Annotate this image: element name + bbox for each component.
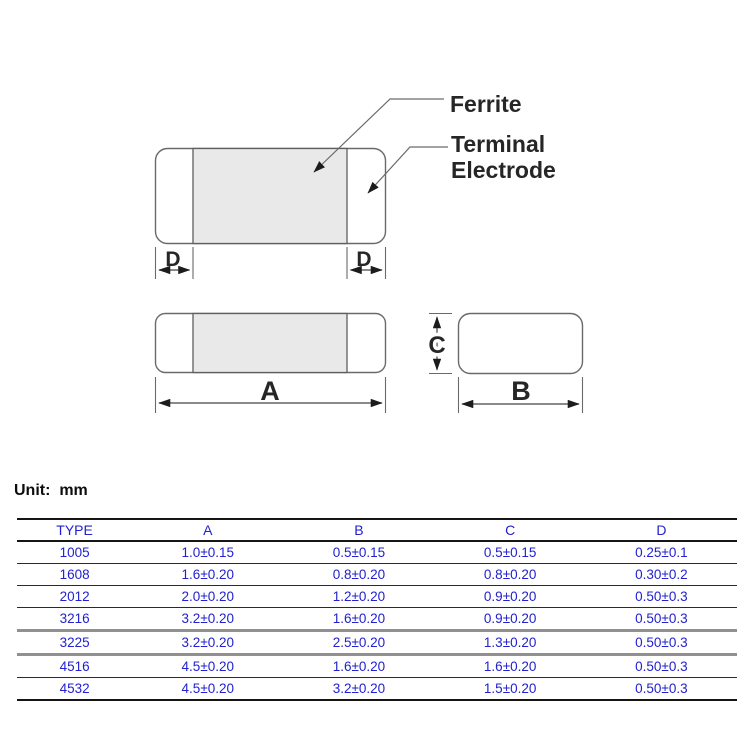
cell-c: 0.9±0.20 [435, 608, 586, 631]
dimensions-table [17, 518, 737, 701]
cell-type: 3216 [17, 608, 132, 631]
cell-d: 0.30±0.2 [586, 564, 737, 586]
cell-a: 4.5±0.20 [132, 655, 283, 678]
cell-b: 3.2±0.20 [283, 678, 434, 701]
cell-d: 0.50±0.3 [586, 608, 737, 631]
side-view [156, 314, 386, 414]
cell-c: 0.8±0.20 [435, 564, 586, 586]
cell-b: 1.2±0.20 [283, 586, 434, 608]
col-header-a: A [132, 519, 283, 541]
cell-c: 1.5±0.20 [435, 678, 586, 701]
cell-d: 0.50±0.3 [586, 678, 737, 701]
chip-body-end [459, 314, 583, 374]
table-row [17, 631, 737, 655]
cell-a: 1.6±0.20 [132, 564, 283, 586]
cell-type: 1608 [17, 564, 132, 586]
ferrite-core-side [193, 314, 347, 373]
cell-b: 0.5±0.15 [283, 541, 434, 564]
ferrite-label: Ferrite [450, 91, 522, 117]
cell-d: 0.25±0.1 [586, 541, 737, 564]
cell-type: 1005 [17, 541, 132, 564]
table-header-row [17, 519, 737, 541]
table-row [17, 655, 737, 678]
cell-d: 0.50±0.3 [586, 586, 737, 608]
cell-b: 0.8±0.20 [283, 564, 434, 586]
cell-b: 2.5±0.20 [283, 631, 434, 655]
cell-a: 3.2±0.20 [132, 608, 283, 631]
cell-c: 0.5±0.15 [435, 541, 586, 564]
col-header-c: C [435, 519, 586, 541]
d-extension-lines [156, 247, 386, 279]
table-row [17, 564, 737, 586]
cell-d: 0.50±0.3 [586, 631, 737, 655]
dim-label-d-right: D [356, 248, 372, 271]
cell-c: 0.9±0.20 [435, 586, 586, 608]
table-row [17, 541, 737, 564]
cell-a: 4.5±0.20 [132, 678, 283, 701]
terminal-electrode-label-line2: Electrode [451, 157, 556, 183]
cell-b: 1.6±0.20 [283, 608, 434, 631]
table-row [17, 608, 737, 631]
unit-label: Unit: mm [14, 482, 88, 499]
cell-c: 1.6±0.20 [435, 655, 586, 678]
cell-type: 4532 [17, 678, 132, 701]
cell-type: 2012 [17, 586, 132, 608]
col-header-b: B [283, 519, 434, 541]
cell-type: 4516 [17, 655, 132, 678]
cell-a: 1.0±0.15 [132, 541, 283, 564]
table-row [17, 586, 737, 608]
table-row [17, 678, 737, 701]
col-header-d: D [586, 519, 737, 541]
cell-type: 3225 [17, 631, 132, 655]
cell-d: 0.50±0.3 [586, 655, 737, 678]
dim-label-c: C [428, 332, 446, 359]
end-view [428, 314, 582, 414]
cell-c: 1.3±0.20 [435, 631, 586, 655]
cell-b: 1.6±0.20 [283, 655, 434, 678]
cell-a: 3.2±0.20 [132, 631, 283, 655]
dim-label-d-left: D [165, 248, 181, 271]
top-view [156, 91, 556, 279]
dim-label-b: B [511, 376, 531, 406]
cell-a: 2.0±0.20 [132, 586, 283, 608]
terminal-electrode-label-line1: Terminal [451, 131, 546, 157]
dim-label-a: A [260, 376, 280, 406]
col-header-type: TYPE [17, 519, 132, 541]
